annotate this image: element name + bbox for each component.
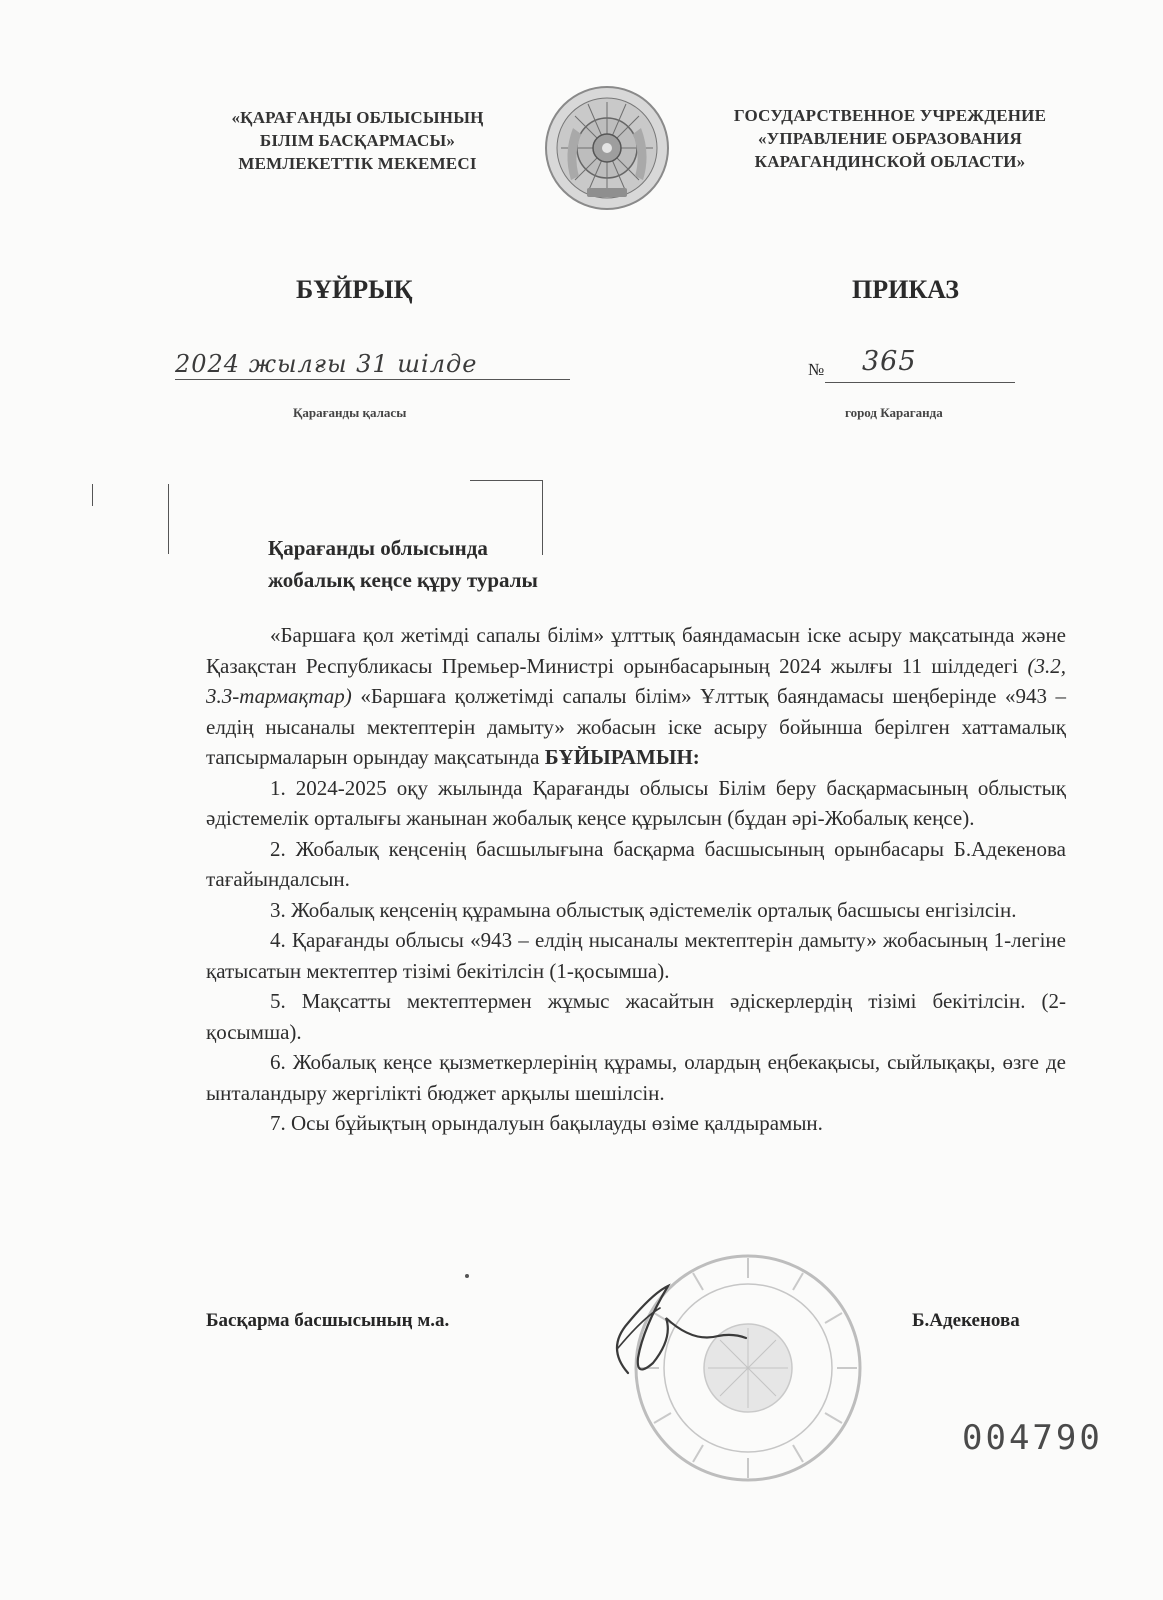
- order-item-4: 4. Қарағанды облысы «943 – елдің нысаналы мектептерін дамыту» жобасының 1-легіне қатысатын мектептер тізімі бекітілсін (1-қосымша).: [206, 928, 1066, 983]
- order-item-5: 5. Мақсатты мектептермен жұмыс жасайтын әдіскерлердің тізімі бекітілсін. (2-қосымша).: [206, 989, 1066, 1044]
- order-body: [206, 620, 1066, 1139]
- signature-name: Б.Адекенова: [912, 1310, 1020, 1331]
- date-underline: [175, 379, 570, 380]
- order-title-kz: БҰЙРЫҚ: [296, 275, 413, 304]
- state-emblem-icon: [543, 84, 671, 212]
- preamble-paragraph: [206, 620, 1066, 773]
- order-subject: [268, 532, 538, 596]
- serial-number: 004790: [962, 1418, 1103, 1458]
- header-left-line-3: МЕМЛЕКЕТТІК МЕКЕМЕСІ: [238, 154, 477, 173]
- header-left-kz: [200, 106, 515, 175]
- corner-mark-left-inner: [168, 484, 169, 554]
- preamble-part-2: «Баршаға қолжетімді сапалы білім» Ұлттық баяндамасы шеңберінде «943 – елдің нысаналы мектептерін дамыту» жобасын іске асыру бойынша берілген хаттамалық тапсырмаларын орындау мақсатында: [206, 684, 1066, 769]
- handwritten-signature-icon: [598, 1278, 748, 1388]
- order-item-7: 7. Осы бұйықтың орындалуын бақылауды өзіме қалдырамын.: [270, 1111, 823, 1135]
- number-sign: №: [808, 360, 825, 379]
- order-item-1: 1. 2024-2025 оқу жылында Қарағанды облысы Білім беру басқармасының облыстық әдістемелік орталығы жанынан жобалық кеңсе құрылсын (бұдан әрі-Жобалық кеңсе).: [206, 775, 1066, 830]
- preamble-italic: (3.2, 3.3-тармақтар): [206, 653, 1066, 708]
- speck-mark: [465, 1274, 469, 1278]
- city-ru: город Караганда: [845, 405, 943, 420]
- header-left-line-2: БІЛІМ БАСҚАРМАСЫ»: [259, 131, 456, 150]
- order-date-handwritten: 2024 жылғы 31 шілде: [175, 350, 478, 378]
- header-right-line-3: КАРАГАНДИНСКОЙ ОБЛАСТИ»: [754, 152, 1026, 171]
- order-item-3: 3. Жобалық кеңсенің құрамына облыстық әдістемелік орталық басшысы енгізілсін.: [270, 897, 1017, 922]
- city-kz: Қарағанды қаласы: [293, 405, 407, 420]
- header-right-line-1: ГОСУДАРСТВЕННОЕ УЧРЕЖДЕНИЕ: [733, 106, 1047, 125]
- subject-line-1: Қарағанды облысында: [268, 536, 488, 560]
- order-title-ru: ПРИКАЗ: [852, 275, 960, 304]
- signature-position: Басқарма басшысының м.а.: [206, 1310, 450, 1331]
- header-left-line-1: «ҚАРАҒАНДЫ ОБЛЫСЫНЫҢ: [231, 108, 484, 127]
- subject-line-2: жобалық кеңсе құру туралы: [268, 568, 538, 592]
- preamble-order-word: БҰЙЫРАМЫН:: [544, 745, 700, 769]
- header-right-line-2: «УПРАВЛЕНИЕ ОБРАЗОВАНИЯ: [757, 129, 1022, 148]
- order-item-2: 2. Жобалық кеңсенің басшылығына басқарма басшысының орынбасары Б.Адекенова тағайындалсын.: [206, 836, 1066, 891]
- corner-mark-left: [92, 484, 93, 506]
- number-underline: [825, 382, 1015, 383]
- order-item-6: 6. Жобалық кеңсе қызметкерлерінің құрамы, олардың еңбекақысы, сыйлықақы, өзге де ынталандыру жергілікті бюджет арқылы шешілсін.: [206, 1050, 1066, 1105]
- preamble-part-1: «Баршаға қол жетімді сапалы білім» ұлттық баяндамасын іске асыру мақсатында және Қазақстан Республикасы Премьер-Министрі орынбасарының 2024 жылғы 11 шілдедегі: [206, 623, 1066, 678]
- header-right-ru: [700, 104, 1080, 173]
- order-number-handwritten: 365: [862, 346, 917, 377]
